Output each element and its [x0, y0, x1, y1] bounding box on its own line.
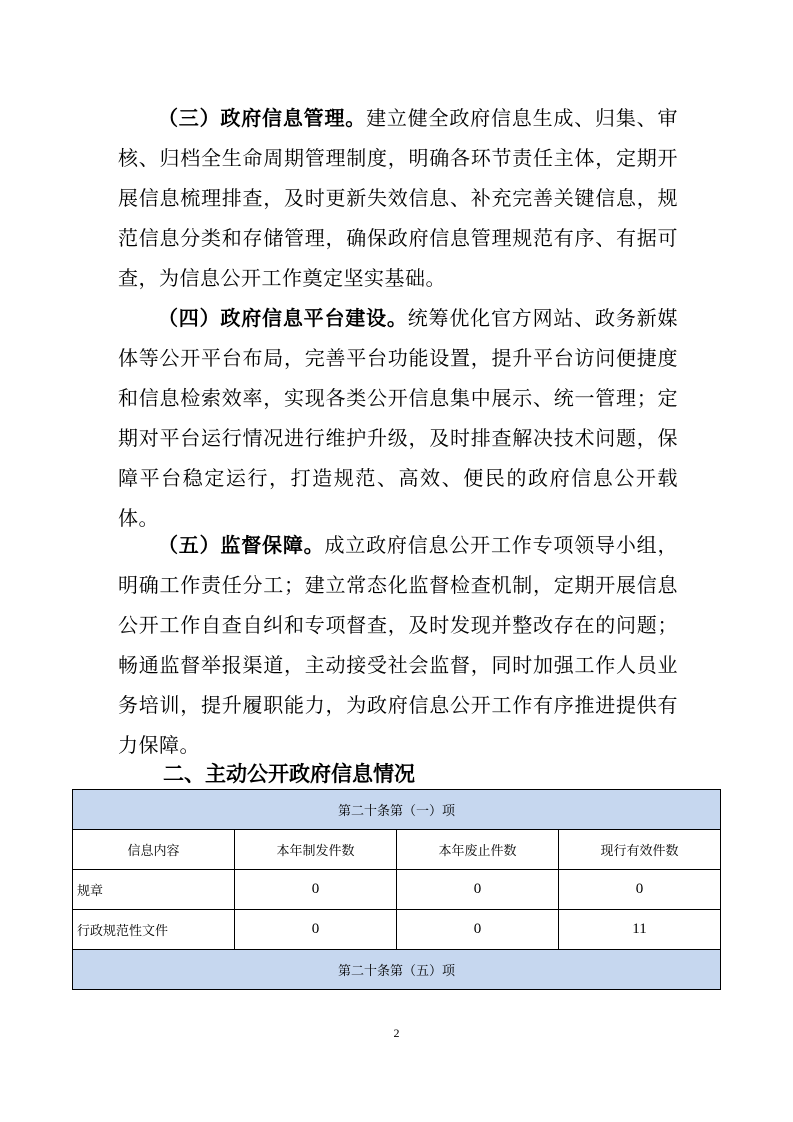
paragraph-body: 建立健全政府信息生成、归集、审核、归档全生命周期管理制度，明确各环节责任主体，定期开展信息梳理排查，及时更新失效信息、补充完善关键信息，规范信息分类和存储管理，确保政府信息管理规范有序、有据可查，为信息公开工作奠定坚实基础。	[118, 106, 678, 290]
table-header-cell: 现行有效件数	[559, 830, 721, 870]
paragraph-info-management	[118, 98, 678, 298]
table-band-row	[73, 950, 721, 990]
paragraph-lead: （三）政府信息管理。	[158, 106, 367, 130]
table-row-label: 规章	[73, 870, 235, 910]
table-header-cell: 本年废止件数	[397, 830, 559, 870]
table-band-row	[73, 790, 721, 830]
section-heading: 二、主动公开政府信息情况	[163, 762, 415, 786]
paragraph-lead: （五）监督保障。	[158, 533, 325, 557]
table-cell-issued: 0	[235, 910, 397, 950]
paragraph-body: 成立政府信息公开工作专项领导小组，明确工作责任分工；建立常态化监督检查机制，定期开展信息公开工作自查自纠和专项督查，及时发现并整改存在的问题；畅通监督举报渠道，主动接受社会监督，同时加强工作人员业务培训，提升履职能力，为政府信息公开工作有序推进提供有力保障。	[118, 533, 678, 757]
paragraph-supervision	[118, 525, 678, 765]
table-cell-repealed: 0	[397, 910, 559, 950]
paragraph-body: 统筹优化官方网站、政务新媒体等公开平台布局，完善平台功能设置，提升平台访问便捷度和信息检索效率，实现各类公开信息集中展示、统一管理；定期对平台运行情况进行维护升级，及时排查解决技术问题，保障平台稳定运行，打造规范、高效、便民的政府信息公开载体。	[118, 306, 678, 530]
table-row-label: 行政规范性文件	[73, 910, 235, 950]
disclosure-table	[72, 789, 721, 990]
table-header-cell: 信息内容	[73, 830, 235, 870]
table-row	[73, 910, 721, 950]
table-band-cell: 第二十条第（一）项	[73, 790, 721, 830]
paragraph-lead: （四）政府信息平台建设。	[158, 306, 408, 330]
table-row	[73, 870, 721, 910]
table-cell-valid: 11	[559, 910, 721, 950]
table-header-cell: 本年制发件数	[235, 830, 397, 870]
page-number: 2	[393, 1026, 400, 1040]
table-cell-valid: 0	[559, 870, 721, 910]
paragraph-platform-construction	[118, 298, 678, 538]
table-band-cell: 第二十条第（五）项	[73, 950, 721, 990]
table-header-row	[73, 830, 721, 870]
table-cell-repealed: 0	[397, 870, 559, 910]
table-cell-issued: 0	[235, 870, 397, 910]
